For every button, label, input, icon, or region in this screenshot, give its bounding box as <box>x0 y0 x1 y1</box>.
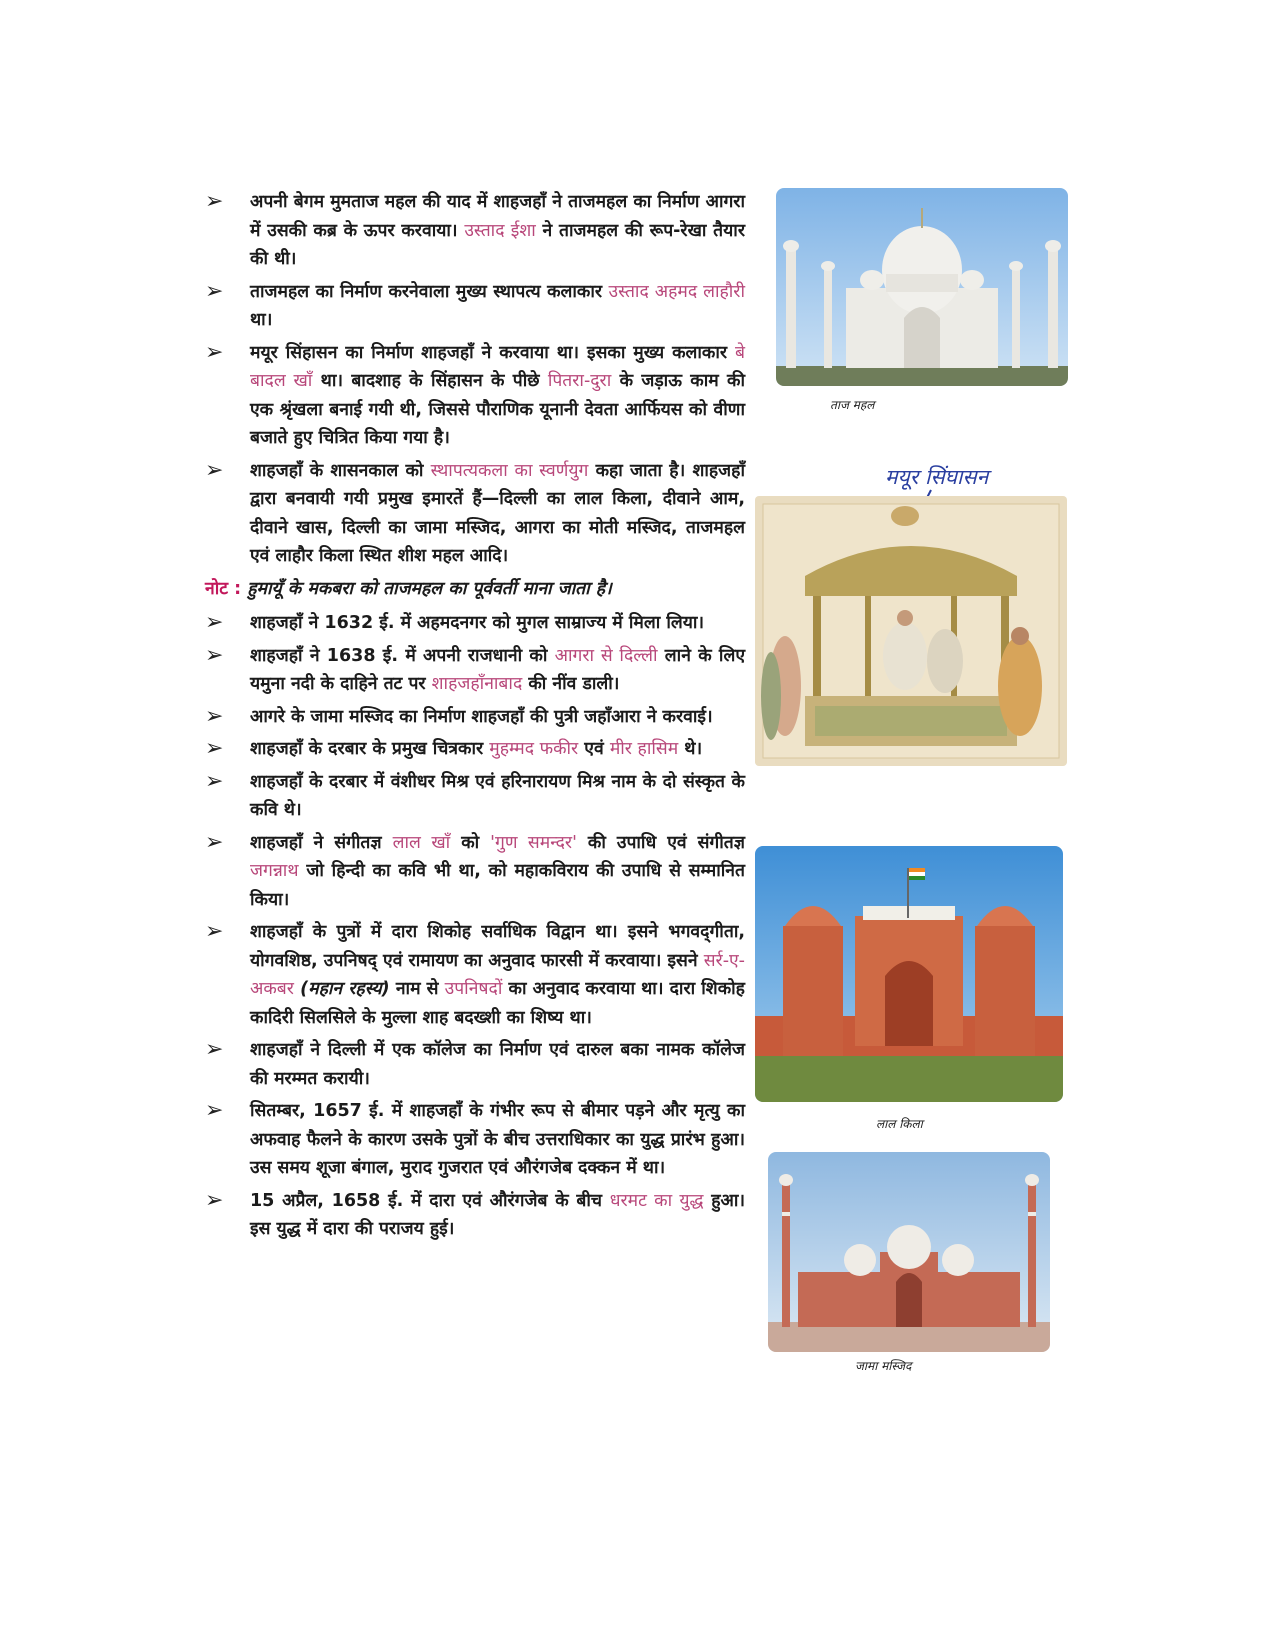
bullet-text: के जड़ाऊ काम की एक श्रृंखला बनाई गयी थी, जिससे पौराणिक यूनानी देवता आर्फियस को वीणा बजाते हुए चित्रित किया गया है। <box>250 371 745 448</box>
text-column <box>205 188 745 1248</box>
bullet-arrow-icon: ➢ <box>205 278 224 304</box>
bullet-arrow-icon: ➢ <box>205 703 224 729</box>
highlighted-text: शाहजहाँनाबाद <box>431 674 523 694</box>
red-fort-caption: लाल किला <box>876 1117 923 1131</box>
bullet-text: शाहजहाँ ने दिल्ली में एक कॉलेज का निर्माण एवं दारुल बका नामक कॉलेज की मरम्मत करायी। <box>250 1040 745 1089</box>
bullet-text: अपनी बेगम मुमताज महल की याद में शाहजहाँ ने ताजमहल का निर्माण आगरा में उसकी कब्र के ऊपर करवाया। <box>250 192 745 241</box>
bullet-text: ने ताजमहल की रूप-रेखा तैयार की थी। <box>250 220 745 269</box>
bullet-arrow-icon: ➢ <box>205 642 224 668</box>
bullet-text: की उपाधि एवं संगीतज्ञ <box>576 832 746 853</box>
bullet-text: जो हिन्दी का कवि भी था, को महाकविराय की उपाधि से सम्मानित किया। <box>250 861 745 910</box>
bullet-item <box>205 339 745 453</box>
bullet-text: का अनुवाद करवाया था। दारा शिकोह कादिरी सिलसिले के मुल्ला शाह बदख्शी का शिष्य था। <box>250 979 745 1028</box>
highlighted-text: धरमट का युद्ध <box>609 1190 704 1211</box>
bullet-text: ताजमहल का निर्माण करनेवाला मुख्य स्थापत्य कलाकार <box>250 281 609 302</box>
bullet-arrow-icon: ➢ <box>205 457 224 483</box>
bullet-text: हुआ। इस युद्ध में दारा की पराजय हुई। <box>250 1190 746 1239</box>
bullet-arrow-icon: ➢ <box>205 1187 224 1213</box>
bullet-text: था। <box>250 310 273 330</box>
taj-mahal-image <box>776 188 1068 386</box>
highlighted-text: जगन्नाथ <box>250 861 299 881</box>
bullet-item <box>205 609 745 638</box>
bullet-list-2 <box>205 609 745 1244</box>
bullet-text: शाहजहाँ के शासनकाल को <box>250 460 431 481</box>
bullet-arrow-icon: ➢ <box>205 1098 224 1123</box>
red-fort-image <box>755 846 1063 1102</box>
bullet-arrow-icon: ➢ <box>205 829 224 855</box>
bullet-text: (महान रहस्य) <box>293 979 390 999</box>
bullet-arrow-icon: ➢ <box>205 610 224 635</box>
bullet-arrow-icon: ➢ <box>205 1037 224 1062</box>
bullet-arrow-icon: ➢ <box>205 339 224 365</box>
highlighted-text: उपनिषदों <box>444 979 503 999</box>
highlighted-text: उस्ताद अहमद लाहौरी <box>608 281 745 302</box>
bullet-item <box>205 918 745 1032</box>
bullet-item <box>205 735 745 764</box>
highlighted-text: 'गुण समन्दर' <box>490 832 577 853</box>
bullet-arrow-icon: ➢ <box>205 736 224 761</box>
bullet-text: शाहजहाँ के पुत्रों में दारा शिकोह सर्वाधिक विद्वान था। इसने भगवद्‌गीता, योगवशिष्ठ, उपनिषद् एवं रामायण का अनुवाद फारसी में करवाया। इसने <box>250 922 745 971</box>
bullet-arrow-icon: ➢ <box>205 768 224 794</box>
jama-masjid-image <box>768 1152 1050 1352</box>
bullet-text: को <box>450 832 491 853</box>
highlighted-text: पितरा-दुरा <box>547 371 612 391</box>
note-text: हुमायूँ के मकबरा को ताजमहल का पूर्ववर्ती माना जाता है। <box>247 578 612 599</box>
bullet-text: शाहजहाँ ने 1632 ई. में अहमदनगर को मुगल साम्राज्य में मिला लिया। <box>250 613 705 633</box>
highlighted-text: सर्र-ए-अकबर <box>250 950 745 999</box>
highlighted-text: आगरा से दिल्ली <box>554 645 658 666</box>
taj-caption: ताज महल <box>830 398 875 412</box>
bullet-text: लाने के लिए यमुना नदी के दाहिने तट पर <box>250 645 745 694</box>
note-label: नोट : <box>205 578 242 599</box>
highlighted-text: मीर हासिम <box>609 739 679 759</box>
bullet-list-1 <box>205 188 745 571</box>
highlighted-text: लाल खाँ <box>392 832 451 853</box>
peacock-throne-image <box>755 496 1067 766</box>
bullet-arrow-icon: ➢ <box>205 919 224 944</box>
bullet-item <box>205 829 745 915</box>
bullet-item <box>205 278 745 335</box>
bullet-item <box>205 642 745 699</box>
note <box>205 575 745 604</box>
bullet-text: एवं <box>578 739 610 759</box>
bullet-text: शाहजहाँ ने संगीतज्ञ <box>250 832 393 853</box>
bullet-text: नाम से <box>389 979 445 999</box>
bullet-text: सितम्बर, 1657 ई. में शाहजहाँ के गंभीर रूप से बीमार पड़ने और मृत्यु का अफवाह फैलने के कारण उसके पुत्रों के बीच उत्तराधिकार का युद्ध प्रारंभ हुआ। उस समय शूजा बंगाल, मुराद गुजरात एवं औरंगजेब दक्कन में था। <box>250 1101 745 1178</box>
bullet-text: शाहजहाँ ने 1638 ई. में अपनी राजधानी को <box>250 645 555 666</box>
highlighted-text: बे बादल खाँ <box>250 342 745 391</box>
bullet-text: शाहजहाँ के दरबार के प्रमुख चित्रकार <box>250 739 490 759</box>
bullet-item <box>205 703 745 732</box>
bullet-item <box>205 768 745 825</box>
highlighted-text: मुहम्मद फकीर <box>489 739 579 759</box>
highlighted-text: उस्ताद ईशा <box>464 220 536 241</box>
bullet-text: थे। <box>678 739 703 759</box>
bullet-item <box>205 188 745 274</box>
bullet-text: मयूर सिंहासन का निर्माण शाहजहाँ ने करवाया था। इसका मुख्य कलाकार <box>250 342 735 363</box>
bullet-text: था। बादशाह के सिंहासन के पीछे <box>312 371 548 391</box>
throne-handwritten-label: मयूर सिंघासन <box>885 465 989 489</box>
bullet-text: 15 अप्रैल, 1658 ई. में दारा एवं औरंगजेब के बीच <box>250 1190 610 1211</box>
bullet-text: की नींव डाली। <box>522 674 620 694</box>
bullet-text: कहा जाता है। शाहजहाँ द्वारा बनवायी गयी प्रमुख इमारतें हैं—दिल्ली का लाल किला, दीवाने आम, दीवाने खास, दिल्ली का जामा मस्जिद, आगरा का मोती मस्जिद, ताजमहल एवं लाहौर किला स्थित शीश महल आदि। <box>250 460 745 566</box>
jama-masjid-caption: जामा मस्जिद <box>855 1359 912 1373</box>
bullet-item <box>205 1187 745 1244</box>
bullet-text: शाहजहाँ के दरबार में वंशीधर मिश्र एवं हरिनारायण मिश्र नाम के दो संस्कृत के कवि थे। <box>250 771 745 820</box>
bullet-item <box>205 1036 745 1093</box>
bullet-arrow-icon: ➢ <box>205 189 224 214</box>
highlighted-text: स्थापत्यकला का स्वर्णयुग <box>430 460 589 481</box>
bullet-item <box>205 457 745 571</box>
bullet-item <box>205 1097 745 1183</box>
bullet-text: आगरे के जामा मस्जिद का निर्माण शाहजहाँ की पुत्री जहाँआरा ने करवाई। <box>250 706 713 727</box>
